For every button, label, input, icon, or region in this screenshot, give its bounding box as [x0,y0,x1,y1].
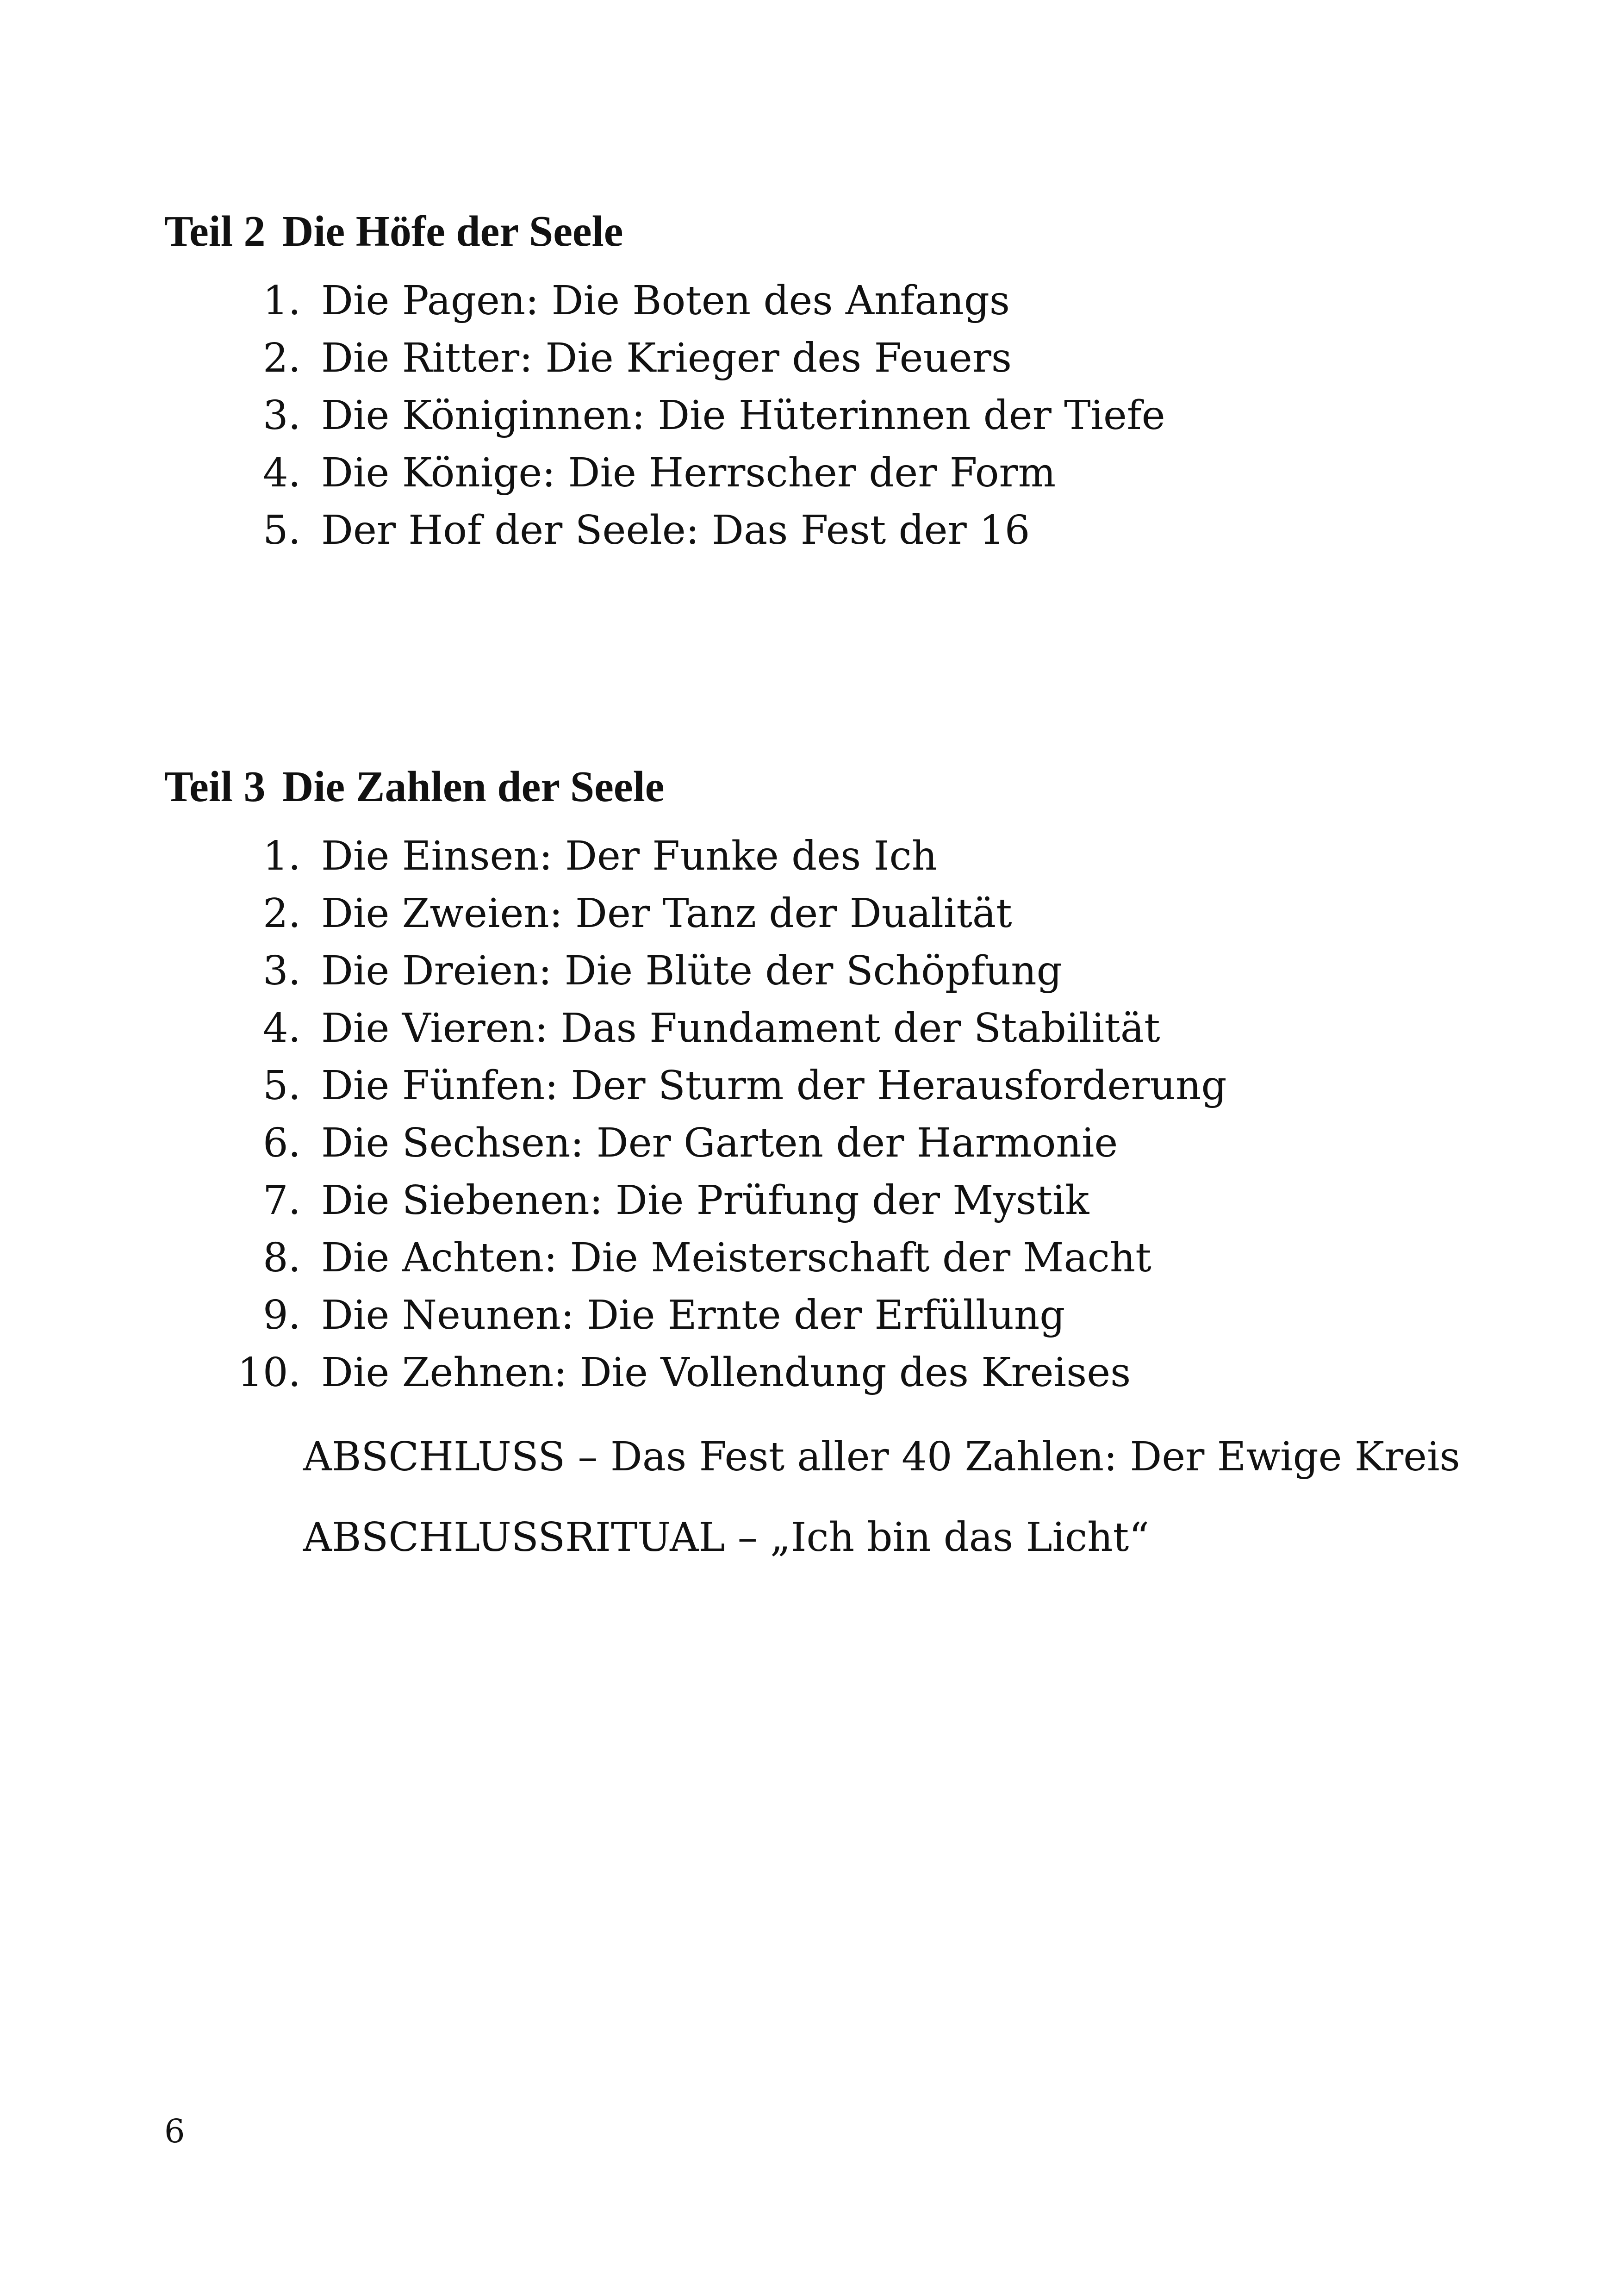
toc-entry-number: 2. [262,890,301,937]
toc-section-teil-3 [164,759,1460,1566]
toc-entry[interactable] [231,1229,1460,1287]
toc-entry-title: Die Königinnen: Die Hüterinnen der Tiefe [321,392,1165,439]
toc-entry-title: Die Fünfen: Der Sturm der Herausforderung [321,1063,1227,1109]
toc-entry-number: 8. [262,1235,301,1281]
toc-entry-title: Die Vieren: Das Fundament der Stabilität [321,1005,1160,1052]
toc-entry-number: 2. [262,335,301,381]
toc-entry-number: 5. [262,507,301,554]
toc-entry-number: 1. [262,833,301,879]
toc-entry-title: Die Neunen: Die Ernte der Erfüllung [321,1292,1065,1338]
toc-list [164,272,1165,559]
toc-closing-entry[interactable]: ABSCHLUSS – Das Fest aller 40 Zahlen: Der Ewige Kreis [303,1434,1460,1480]
toc-entry[interactable] [231,1287,1460,1344]
toc-entry[interactable] [231,828,1460,885]
toc-entry-title: Die Achten: Die Meisterschaft der Macht [321,1235,1151,1281]
toc-entry[interactable] [231,272,1165,330]
toc-entry-title: Die Zehnen: Die Vollendung des Kreises [321,1350,1131,1396]
toc-entry[interactable] [231,387,1165,444]
section-heading [164,204,1165,259]
toc-entry[interactable] [231,1000,1460,1057]
toc-entry[interactable] [231,1057,1460,1114]
toc-entry-number: 9. [262,1292,301,1338]
section-title: Die Zahlen der Seele [282,763,665,811]
toc-entry-title: Die Sechsen: Der Garten der Harmonie [321,1120,1118,1166]
section-label: Teil 2 [164,207,266,255]
toc-list [164,828,1460,1401]
section-heading [164,759,1460,815]
toc-entry-title: Die Zweien: Der Tanz der Dualität [321,890,1012,937]
toc-entry[interactable] [231,1344,1460,1401]
toc-entry-number: 4. [262,1005,301,1052]
toc-entry[interactable] [231,502,1165,559]
toc-entry-title: Die Dreien: Die Blüte der Schöpfung [321,948,1062,994]
toc-section-teil-2 [164,204,1165,559]
toc-entry-number: 3. [262,392,301,439]
page-number: 6 [164,2112,185,2150]
toc-entry-number: 4. [262,450,301,496]
toc-entry-number: 7. [262,1177,301,1224]
toc-entry[interactable] [231,1114,1460,1172]
toc-entry-title: Die Könige: Die Herrscher der Form [321,450,1056,496]
toc-entry-title: Die Siebenen: Die Prüfung der Mystik [321,1177,1089,1224]
toc-entry[interactable] [231,330,1165,387]
toc-entry[interactable] [231,885,1460,942]
toc-entry-number: 1. [262,278,301,324]
toc-entry[interactable] [231,444,1165,502]
toc-entry-title: Die Einsen: Der Funke des Ich [321,833,938,879]
toc-entry[interactable] [231,942,1460,1000]
toc-entry-number: 6. [262,1120,301,1166]
toc-closing-ritual-entry[interactable]: ABSCHLUSSRITUAL – „Ich bin das Licht“ [303,1514,1150,1561]
section-title: Die Höfe der Seele [282,207,623,255]
toc-entry-title: Die Ritter: Die Krieger des Feuers [321,335,1012,381]
toc-entry-number: 3. [262,948,301,994]
toc-entry-number: 5. [262,1063,301,1109]
toc-entry-number: 10. [237,1350,301,1396]
section-label: Teil 3 [164,763,266,811]
toc-entry[interactable] [231,1172,1460,1229]
toc-entry-title: Der Hof der Seele: Das Fest der 16 [321,507,1030,554]
toc-entry-title: Die Pagen: Die Boten des Anfangs [321,278,1010,324]
